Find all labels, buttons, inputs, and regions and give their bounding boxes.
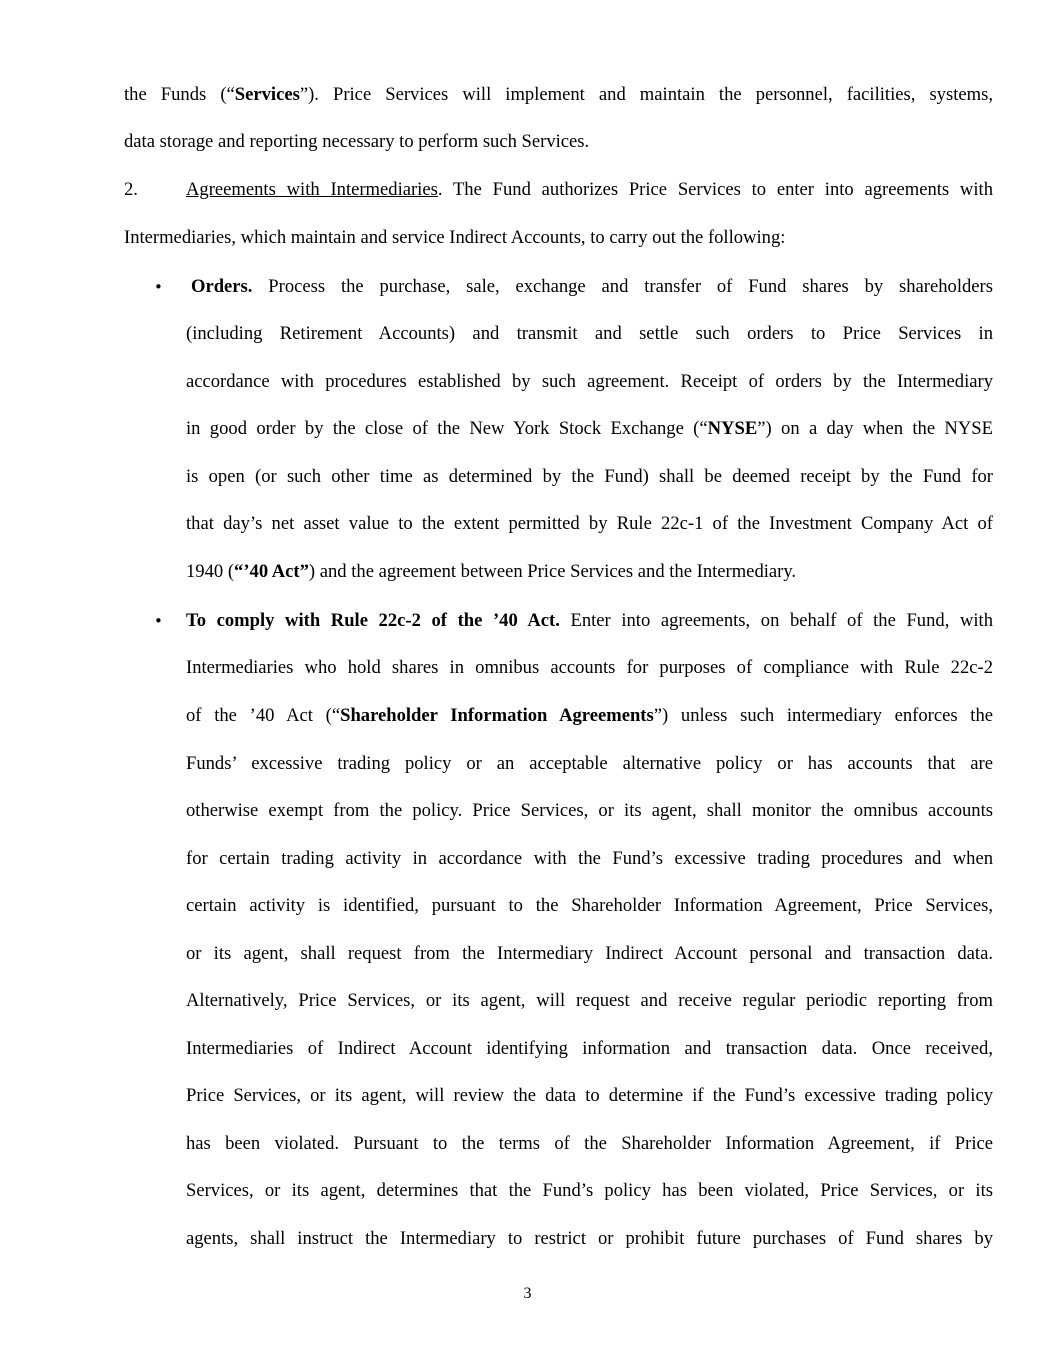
intro-line-2: data storage and reporting necessary to perform such Services.	[124, 131, 590, 152]
comply-line-10: Intermediaries of Indirect Account identifying information and transaction data. Once received,	[186, 1038, 993, 1059]
comply-line-11: Price Services, or its agent, will review the data to determine if the Fund’s excessive trading policy	[186, 1085, 993, 1106]
orders-line-3: accordance with procedures established by such agreement. Receipt of orders by the Intermediary	[186, 371, 993, 392]
nyse-term: NYSE	[707, 418, 758, 439]
comply-line-8: or its agent, shall request from the Intermediary Indirect Account personal and transaction data.	[186, 943, 993, 964]
comply-title: To comply with Rule 22c-2 of the ’40 Act.	[186, 610, 560, 631]
bullet-icon: •	[154, 278, 163, 296]
comply-line-9: Alternatively, Price Services, or its agent, will request and receive regular periodic reporting from	[186, 990, 993, 1011]
orders-line-4: in good order by the close of the New York Stock Exchange (“NYSE”) on a day when the NYSE	[186, 418, 993, 439]
comply-line-2: Intermediaries who hold shares in omnibus accounts for purposes of compliance with Rule 22c-2	[186, 657, 993, 678]
page-number: 3	[523, 1285, 532, 1302]
orders-line-2: (including Retirement Accounts) and transmit and settle such orders to Price Services in	[186, 323, 993, 344]
comply-line-5: otherwise exempt from the policy. Price Services, or its agent, shall monitor the omnibus accounts	[186, 800, 993, 821]
orders-line-1: Orders. Process the purchase, sale, exchange and transfer of Fund shares by shareholders	[191, 276, 993, 297]
section-number: 2.	[124, 179, 138, 200]
orders-line-6: that day’s net asset value to the extent permitted by Rule 22c-1 of the Investment Company Act of	[186, 513, 993, 534]
section2-line-2: Intermediaries, which maintain and service Indirect Accounts, to carry out the following:	[124, 227, 786, 248]
section2-line-1: Agreements with Intermediaries. The Fund authorizes Price Services to enter into agreements with	[186, 179, 993, 200]
orders-title: Orders.	[191, 276, 253, 297]
orders-line-7: 1940 (“’40 Act”) and the agreement between Price Services and the Intermediary.	[186, 561, 797, 582]
orders-line-5: is open (or such other time as determined by the Fund) shall be deemed receipt by the Fund for	[186, 466, 993, 487]
intro-line-1: the Funds (“Services”). Price Services will implement and maintain the personnel, facilities, systems,	[124, 84, 993, 105]
act-term: “’40 Act”	[234, 561, 309, 582]
comply-line-12: has been violated. Pursuant to the terms of the Shareholder Information Agreement, if Price	[186, 1133, 993, 1154]
comply-line-3: of the ’40 Act (“Shareholder Information Agreements”) unless such intermediary enforces the	[186, 705, 993, 726]
bullet-icon: •	[154, 612, 163, 630]
comply-line-1: To comply with Rule 22c-2 of the ’40 Act. Enter into agreements, on behalf of the Fund, with	[186, 610, 993, 631]
shareholder-agreements-term: Shareholder Information Agreements	[340, 705, 654, 726]
comply-line-6: for certain trading activity in accordance with the Fund’s excessive trading procedures and when	[186, 848, 993, 869]
comply-line-14: agents, shall instruct the Intermediary to restrict or prohibit future purchases of Fund shares by	[186, 1228, 993, 1249]
services-term: Services	[234, 84, 300, 105]
comply-line-13: Services, or its agent, determines that the Fund’s policy has been violated, Price Services, or its	[186, 1180, 993, 1201]
comply-line-4: Funds’ excessive trading policy or an acceptable alternative policy or has accounts that are	[186, 753, 993, 774]
comply-line-7: certain activity is identified, pursuant to the Shareholder Information Agreement, Price Services,	[186, 895, 993, 916]
section-heading: Agreements with Intermediaries	[186, 179, 438, 200]
